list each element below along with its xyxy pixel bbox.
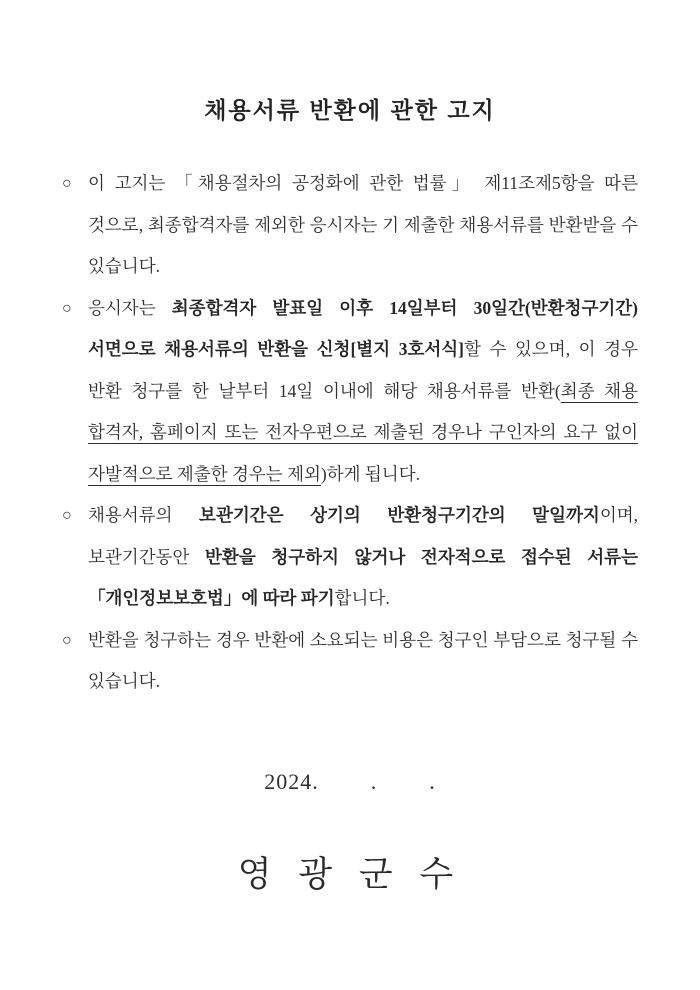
notice-list [62, 163, 638, 703]
document-title: 채용서류 반환에 관한 고지 [204, 97, 496, 123]
notice-item-text: 응시자는 최종합격자 발표일 이후 14일부터 30일간(반환청구기간) 서면으로 채용서류의 반환을 신청[별지 3호서식]할 수 있으며, 이 경우 반환 청구를 한 날부터 14일 이내에 해당 채용서류를 반환(최종 채용 합격자, 홈페이지 또는 전자우편으로 제출된 경우나 구인자의 요구 없이 자발적으로 제출한 경우는 제외)하게 됩니다. [88, 297, 638, 484]
notice-item [62, 495, 638, 620]
notice-item [62, 620, 638, 703]
circle-bullet-icon: ○ [62, 507, 72, 524]
circle-bullet-icon: ○ [62, 631, 72, 649]
circle-bullet-icon: ○ [62, 299, 72, 317]
notice-item-text: 채용서류의 보관기간은 상기의 반환청구기간의 말일까지이며, 보관기간동안 반환을 청구하지 않거나 전자적으로 접수된 서류는 「개인정보보호법」에 따라 파기합니다. [88, 505, 638, 608]
circle-bullet-icon: ○ [62, 175, 72, 192]
notice-item [62, 288, 638, 496]
notice-item-text: 이 고지는 「채용절차의 공정화에 관한 법률」 제11조제5항을 따른 것으로, 최종합격자를 제외한 응시자는 기 제출한 채용서류를 반환받을 수 있습니다. [88, 173, 638, 276]
document-date: 2024. . . [264, 768, 436, 794]
issuer-signature: 영 광 군 수 [237, 854, 463, 894]
notice-item-text: 반환을 청구하는 경우 반환에 소요되는 비용은 청구인 부담으로 청구될 수 있습니다. [88, 629, 638, 691]
notice-item [62, 163, 638, 288]
